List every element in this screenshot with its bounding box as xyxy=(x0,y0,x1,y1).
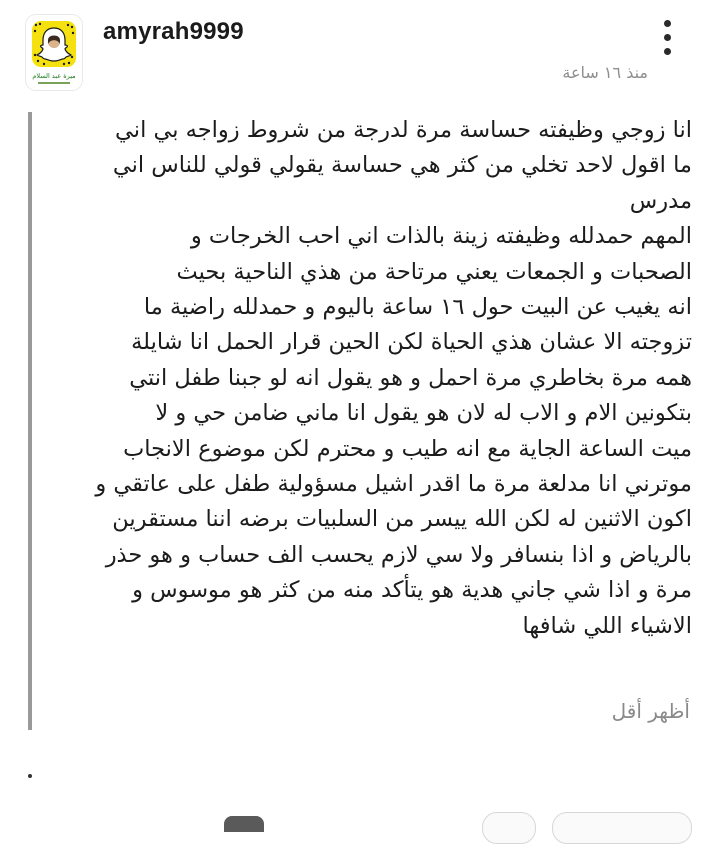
quote-bar xyxy=(28,112,32,730)
menu-dot xyxy=(664,20,671,27)
post-line: انه يغيب عن البيت حول ١٦ ساعة باليوم و حمدلله راضية ما xyxy=(143,294,692,321)
post-line: ما اقول لاحد تخلي من كثر هي حساسة يقولي قولي للناس اني xyxy=(112,152,692,179)
post-line: تزوجته الا عشان هذي الحياة لكن الحين قرار الحمل انا شايلة xyxy=(131,329,692,356)
post-line: الاشياء اللي شافها xyxy=(522,612,692,639)
menu-dot xyxy=(664,34,671,41)
post-line: بتكونين الام و الاب له لان هو يقول انا ماني ضامن حي و لا xyxy=(155,400,692,427)
post-line: همه مرة بخاطري مرة احمل و هو يقول انه لو جبنا طفل انتي xyxy=(129,364,692,391)
post-line: المهم حمدلله وظيفته زينة بالذات اني احب الخرجات و xyxy=(190,223,692,250)
post-line: مدرس xyxy=(629,187,692,214)
username[interactable]: amyrah9999 xyxy=(103,18,244,45)
next-post-action-button[interactable] xyxy=(552,812,692,844)
post-line: موترني انا مدلعة مرة ما اقدر اشيل مسؤولية طفل على عاتقي و xyxy=(95,471,692,498)
post-timestamp: منذ ١٦ ساعة xyxy=(562,63,648,82)
post-line: الصحبات و الجمعات يعني مرتاحة من هذي الناحية بحيث xyxy=(176,258,692,285)
next-post-avatar[interactable] xyxy=(224,816,264,832)
avatar-caption: ميرة عبد السلام xyxy=(32,72,76,80)
menu-dot xyxy=(664,48,671,55)
show-less-link[interactable]: أظهر أقل xyxy=(611,699,690,723)
more-vertical-icon[interactable] xyxy=(656,18,680,58)
post-line: ميت الساعة الجاية مع انه طيب و محترم لكن موضوع الانجاب xyxy=(123,435,692,462)
post-line: اكون الاثنين له لكن الله ييسر من السلبيات برضه اننا مستقرين xyxy=(112,506,692,533)
post-line: بالرياض و اذا بنسافر ولا سي لازم يحسب الف حساب و هو حذر xyxy=(105,541,692,568)
post-body xyxy=(50,113,692,644)
avatar[interactable] xyxy=(26,15,82,90)
next-post-action-button[interactable] xyxy=(482,812,536,844)
post-line: انا زوجي وظيفته حساسة مرة لدرجة من شروط زواجه بي اني xyxy=(115,117,692,143)
stray-period xyxy=(28,774,32,778)
snapchat-ghost-icon xyxy=(26,15,82,90)
post-line: مرة و اذا شي جاني هدية هو يتأكد منه من كثر هو موسوس و xyxy=(132,577,692,604)
